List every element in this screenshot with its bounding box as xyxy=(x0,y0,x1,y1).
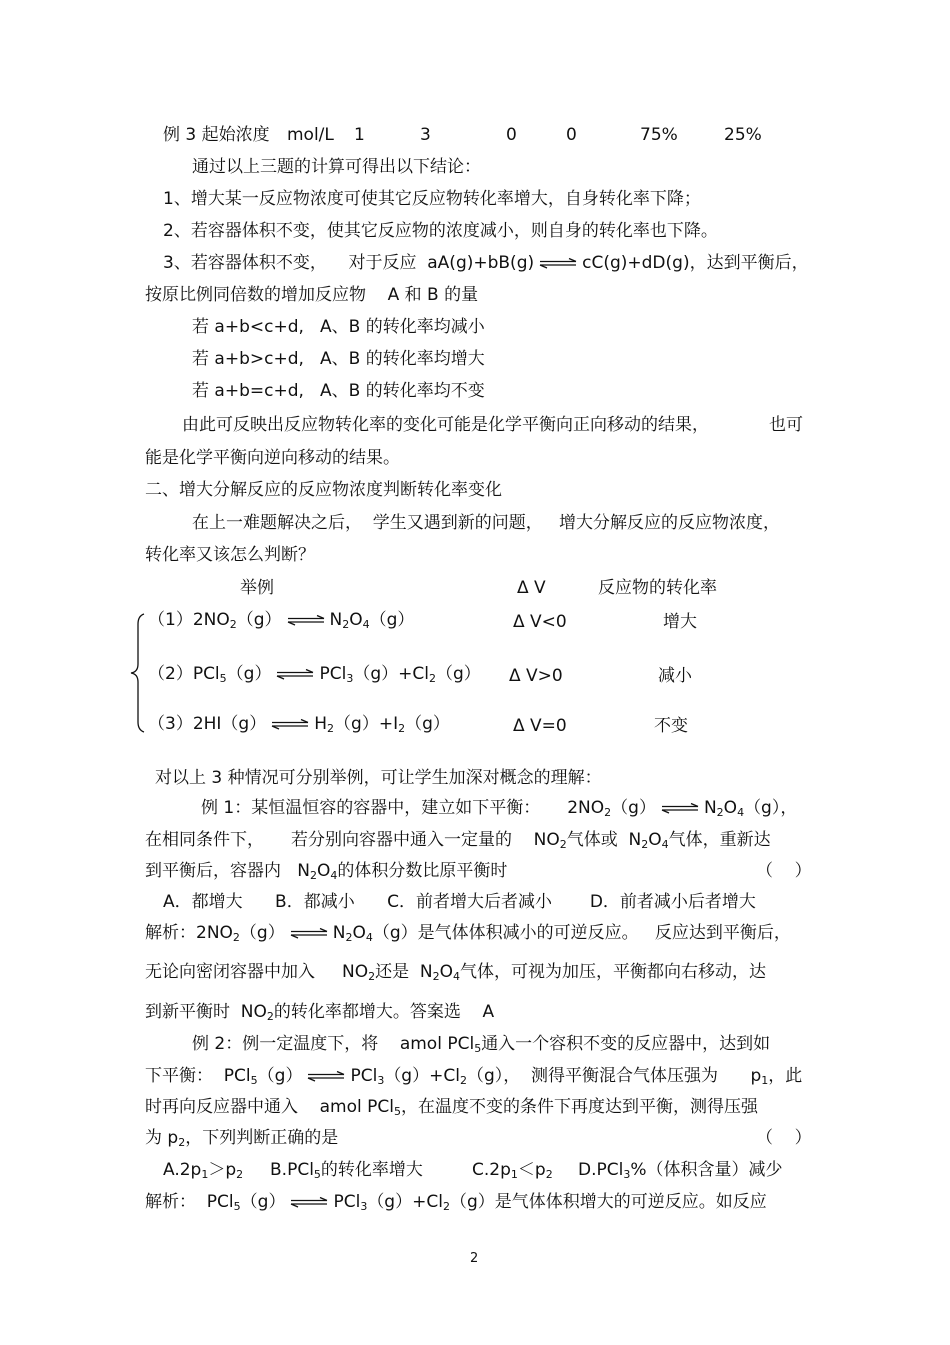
example2-line: 时再向反应器中通入 amol PCl$_5$，在温度不变的条件下再度达到平衡，测得压强 xyxy=(145,1097,758,1118)
example2-option: D.PCl$_3$%（体积含量）减少 xyxy=(578,1160,783,1181)
example2-option: $A.2p_1>p_2$ xyxy=(163,1160,244,1181)
section-intro-2: 转化率又该怎么判断？ xyxy=(145,545,315,565)
table-row-dv: Δ V=0 xyxy=(513,716,567,736)
page-number: 2 xyxy=(470,1251,479,1266)
example1-line: 例 1：某恒温恒容的容器中，建立如下平衡： $2NO_2(g)$ $N_2O_4(g)$， xyxy=(201,798,798,819)
case-condition: 若 a+b=c+d, xyxy=(192,381,304,401)
table-row-result: 减小 xyxy=(658,666,692,686)
example2-line: 下平衡： PCl$_5$（g） $PCl_3(g)+Cl_2(g)$， 测得平衡混合气体压强为 $p_1$，此 xyxy=(145,1066,803,1087)
equilibrium-arrow-icon xyxy=(660,802,700,814)
example2-option: B.PCl$_5$的转化率增大 xyxy=(270,1160,423,1181)
conclusion-2: 2、若容器体积不变，使其它反应物的浓度减小，则自身的转化率也下降。 xyxy=(163,221,718,241)
example3-percent: 25% xyxy=(724,125,762,145)
reflection-line: 由此可反映出反应物转化率的变化可能是化学平衡向正向移动的结果， xyxy=(182,415,709,435)
table-header-dv: Δ V xyxy=(517,578,546,598)
example2-option: $C.2p_1<p_2$ xyxy=(472,1160,553,1181)
case-condition: 若 a+b>c+d, xyxy=(192,349,304,369)
example3-label: 例 3 起始浓度 xyxy=(163,125,270,145)
example3-unit: mol/L xyxy=(287,125,334,145)
reflection-line-2: 能是化学平衡向逆向移动的结果。 xyxy=(145,448,400,468)
example1-analysis: 到新平衡时 $NO_2$的转化率都增大。答案选 A xyxy=(145,1002,495,1023)
example3-value: 3 xyxy=(420,125,431,145)
equilibrium-arrow-icon xyxy=(270,718,310,730)
example2-line: 为 $p_2$，下列判断正确的是 xyxy=(145,1128,339,1149)
example3-value: 0 xyxy=(566,125,577,145)
case-result: A、B 的转化率均减小 xyxy=(320,317,485,337)
example2-line: 例 2：例一定温度下，将 amol PCl$_5$通入一个容积不变的反应器中，达到如 xyxy=(192,1034,771,1055)
conclusion-3-continued: 按原比例同倍数的增加反应物 A 和 B 的量 xyxy=(145,285,479,305)
example3-value: 0 xyxy=(506,125,517,145)
conclusion-intro: 通过以上三题的计算可得出以下结论： xyxy=(192,157,481,177)
example1-line: 在相同条件下， 若分别向容器中通入一定量的 $NO_2$气体或 $N_2O_4$气体，重新达 xyxy=(145,830,771,851)
example2-analysis: 解析： PCl$_5$（g） $PCl_3(g)+Cl_2(g)$是气体体积增大的可逆反应。如反应 xyxy=(145,1192,767,1213)
example3-value: 1 xyxy=(354,125,365,145)
equilibrium-arrow-icon xyxy=(289,1196,329,1208)
conclusion-1: 1、增大某一反应物浓度可使其它反应物转化率增大，自身转化率下降； xyxy=(163,189,701,209)
equilibrium-arrow-icon xyxy=(289,927,329,939)
intro-examples: 对以上 3 种情况可分别举例，可让学生加深对概念的理解： xyxy=(155,768,602,788)
reflection-line-end: 也可 xyxy=(769,415,803,435)
table-row-reaction: （3）2HI（g） $H_2(g)+I_2(g)$ xyxy=(148,714,450,735)
table-row-dv: Δ V>0 xyxy=(509,666,563,686)
table-row-result: 不变 xyxy=(654,716,688,736)
table-header-example: 举例 xyxy=(240,578,274,598)
case-condition: 若 a+b<c+d, xyxy=(192,317,304,337)
case-result: A、B 的转化率均不变 xyxy=(320,381,485,401)
table-header-conversion: 反应物的转化率 xyxy=(598,578,717,598)
section-heading: 二、增大分解反应的反应物浓度判断转化率变化 xyxy=(145,480,502,500)
table-row-reaction: $(1)2NO_2(g)$ $N_2O_4(g)$ xyxy=(148,610,415,631)
conclusion-3: 3、若容器体积不变， 对于反应 aA(g)+bB(g) cC(g)+dD(g)，达到平衡后， xyxy=(163,253,809,273)
example1-options: A．都增大 B．都减小 C．前者增大后者减小 D．前者减小后者增大 xyxy=(163,892,756,912)
section-intro: 在上一难题解决之后， 学生又遇到新的问题， 增大分解反应的反应物浓度， xyxy=(192,513,781,533)
example1-line: 到平衡后，容器内 $N_2O_4$的体积分数比原平衡时 xyxy=(145,861,508,882)
equilibrium-arrow-icon xyxy=(306,1070,346,1082)
table-row-dv: Δ V<0 xyxy=(513,612,567,632)
example1-analysis: 无论向密闭容器中加入 $NO_2$还是 $N_2O_4$气体，可视为加压，平衡都向右移动，达 xyxy=(145,962,767,983)
example3-percent: 75% xyxy=(640,125,678,145)
equilibrium-arrow-icon xyxy=(275,668,315,680)
case-result: A、B 的转化率均增大 xyxy=(320,349,485,369)
equilibrium-arrow-icon xyxy=(286,614,326,626)
table-row-reaction: （2）PCl$_5$（g） $PCl_3(g)+Cl_2(g)$ xyxy=(148,664,481,685)
answer-blank: （ ） xyxy=(756,1128,812,1148)
equilibrium-arrow-icon xyxy=(538,257,578,269)
brace-icon xyxy=(128,612,148,734)
answer-blank: （ ） xyxy=(756,861,812,881)
example1-analysis: 解析：$2NO_2(g)$ $N_2O_4(g)$是气体体积减小的可逆反应。 反应达到平衡后， xyxy=(145,923,791,944)
table-row-result: 增大 xyxy=(663,612,697,632)
